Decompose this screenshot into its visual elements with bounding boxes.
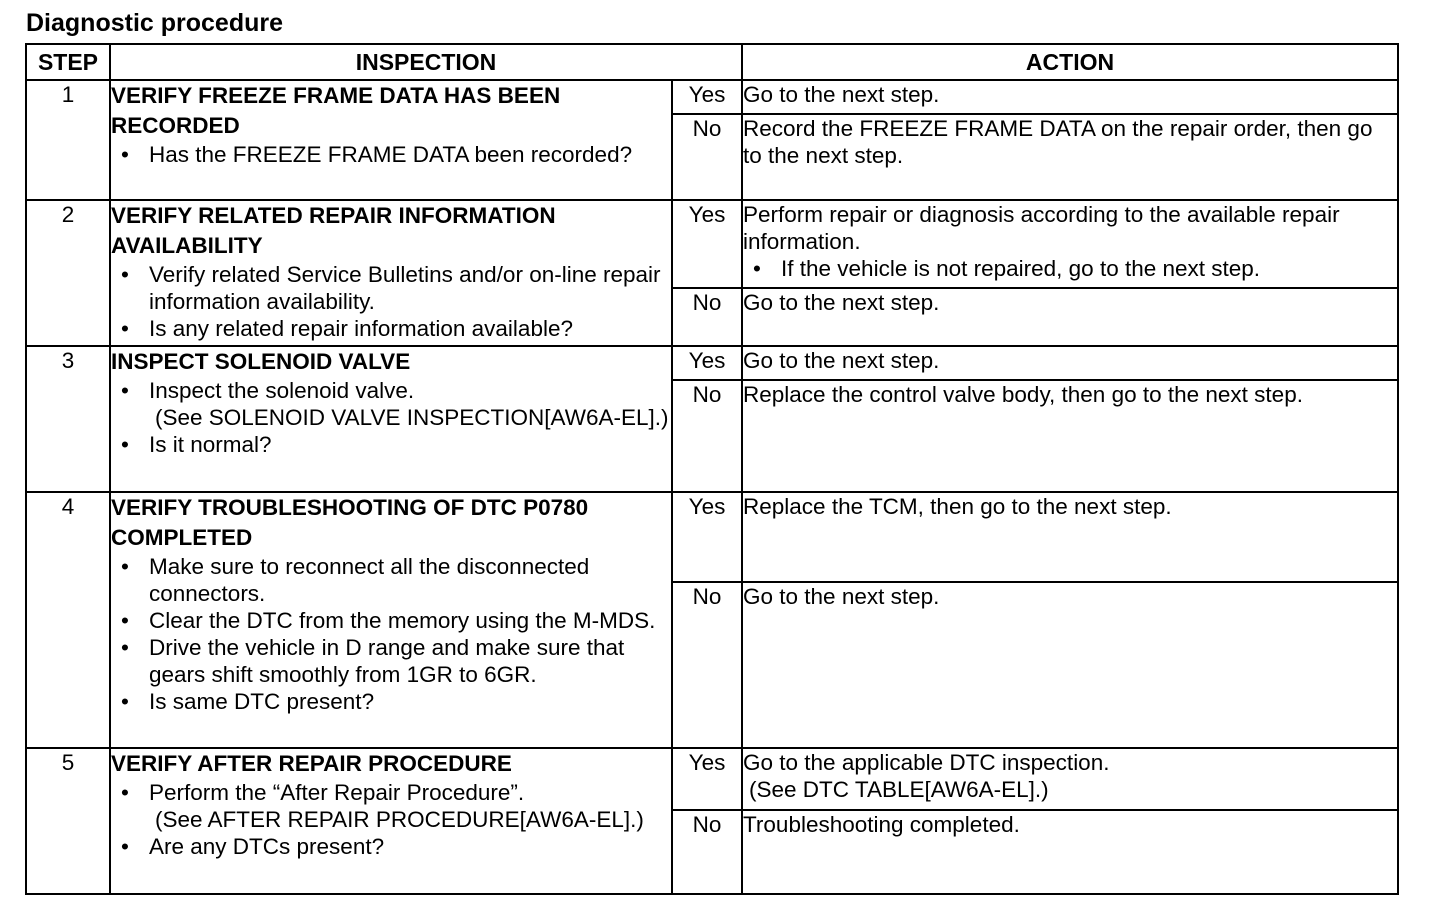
step-4-bullet-3: • Drive the vehicle in D range and make sure that gears shift smoothly from 1GR to 6GR. xyxy=(111,634,671,688)
step-2-no-label: No xyxy=(672,288,742,346)
step-4-yes-label: Yes xyxy=(672,492,742,582)
step-2-yes-action-bullet: • If the vehicle is not repaired, go to the next step. xyxy=(743,255,1397,282)
step-5-no-label: No xyxy=(672,810,742,894)
inspection-column-header: INSPECTION xyxy=(110,44,742,80)
step-3-bullet-1 xyxy=(111,377,671,431)
step-1-yes-label: Yes xyxy=(672,80,742,114)
step-3-number: 3 xyxy=(26,346,110,492)
step-2-bullets xyxy=(111,261,671,342)
step-4-yes-row xyxy=(26,492,1398,582)
step-3-yes-row xyxy=(26,346,1398,380)
step-5-yes-label: Yes xyxy=(672,748,742,810)
step-2-inspection xyxy=(110,200,672,346)
step-5-bullet-note: (See AFTER REPAIR PROCEDURE[AW6A-EL].) xyxy=(155,807,644,832)
step-4-inspection xyxy=(110,492,672,748)
step-2-yes-action-text: Perform repair or diagnosis according to the available repair information. xyxy=(743,202,1340,254)
step-2-no-action: Go to the next step. xyxy=(742,288,1398,346)
step-3-bullets xyxy=(111,377,671,458)
step-3-inspection xyxy=(110,346,672,492)
step-5-yes-action-note: (See DTC TABLE[AW6A-EL].) xyxy=(749,777,1049,802)
step-2-bullet-1: • Verify related Service Bulletins and/or on-line repair information availability. xyxy=(111,261,671,315)
step-4-bullets xyxy=(111,553,671,715)
step-5-inspection xyxy=(110,748,672,894)
step-4-no-label: No xyxy=(672,582,742,748)
step-5-bullets xyxy=(111,779,671,860)
step-5-bullet-2: • Are any DTCs present? xyxy=(111,833,671,860)
page-title: Diagnostic procedure xyxy=(26,9,283,37)
step-3-bullet-note: (See SOLENOID VALVE INSPECTION[AW6A-EL].) xyxy=(155,405,669,430)
step-3-yes-action: Go to the next step. xyxy=(742,346,1398,380)
step-4-bullet-1: • Make sure to reconnect all the disconnected connectors. xyxy=(111,553,671,607)
step-1-yes-row xyxy=(26,80,1398,114)
step-4-yes-action: Replace the TCM, then go to the next step. xyxy=(742,492,1398,582)
step-3-no-label: No xyxy=(672,380,742,492)
step-1-no-action: Record the FREEZE FRAME DATA on the repair order, then go to the next step. xyxy=(742,114,1398,200)
step-3-heading: INSPECT SOLENOID VALVE xyxy=(111,349,411,374)
step-5-bullet-1-text: Perform the “After Repair Procedure”. xyxy=(149,780,525,805)
step-1-no-label: No xyxy=(672,114,742,200)
action-column-header: ACTION xyxy=(742,44,1398,80)
step-5-number: 5 xyxy=(26,748,110,894)
step-2-yes-action xyxy=(742,200,1398,288)
step-2-yes-label: Yes xyxy=(672,200,742,288)
step-2-number: 2 xyxy=(26,200,110,346)
step-4-number: 4 xyxy=(26,492,110,748)
step-4-bullet-2: • Clear the DTC from the memory using the M-MDS. xyxy=(111,607,671,634)
step-1-bullets xyxy=(111,141,671,168)
step-5-yes-action xyxy=(742,748,1398,810)
step-2-yes-action-bullets xyxy=(743,255,1397,282)
step-5-no-action: Troubleshooting completed. xyxy=(742,810,1398,894)
step-3-yes-label: Yes xyxy=(672,346,742,380)
step-1-inspection xyxy=(110,80,672,200)
step-3-bullet-2: • Is it normal? xyxy=(111,431,671,458)
step-3-bullet-1-text: Inspect the solenoid valve. xyxy=(149,378,415,403)
step-4-no-action: Go to the next step. xyxy=(742,582,1398,748)
table-header-row xyxy=(26,44,1398,80)
step-5-yes-row xyxy=(26,748,1398,810)
step-5-bullet-1 xyxy=(111,779,671,833)
step-column-header: STEP xyxy=(26,44,110,80)
step-5-yes-action-text: Go to the applicable DTC inspection. xyxy=(743,750,1110,775)
step-4-bullet-4: • Is same DTC present? xyxy=(111,688,671,715)
diagnostic-procedure-table xyxy=(25,43,1399,895)
step-1-heading: VERIFY FREEZE FRAME DATA HAS BEEN RECORDED xyxy=(111,83,561,138)
step-1-yes-action: Go to the next step. xyxy=(742,80,1398,114)
step-2-heading: VERIFY RELATED REPAIR INFORMATION AVAILABILITY xyxy=(111,203,556,258)
step-2-yes-row xyxy=(26,200,1398,288)
step-1-number: 1 xyxy=(26,80,110,200)
step-1-bullet-1: • Has the FREEZE FRAME DATA been recorded? xyxy=(111,141,671,168)
step-3-no-action: Replace the control valve body, then go to the next step. xyxy=(742,380,1398,492)
step-2-bullet-2: • Is any related repair information available? xyxy=(111,315,671,342)
step-5-heading: VERIFY AFTER REPAIR PROCEDURE xyxy=(111,751,512,776)
step-4-heading: VERIFY TROUBLESHOOTING OF DTC P0780 COMPLETED xyxy=(111,495,589,550)
